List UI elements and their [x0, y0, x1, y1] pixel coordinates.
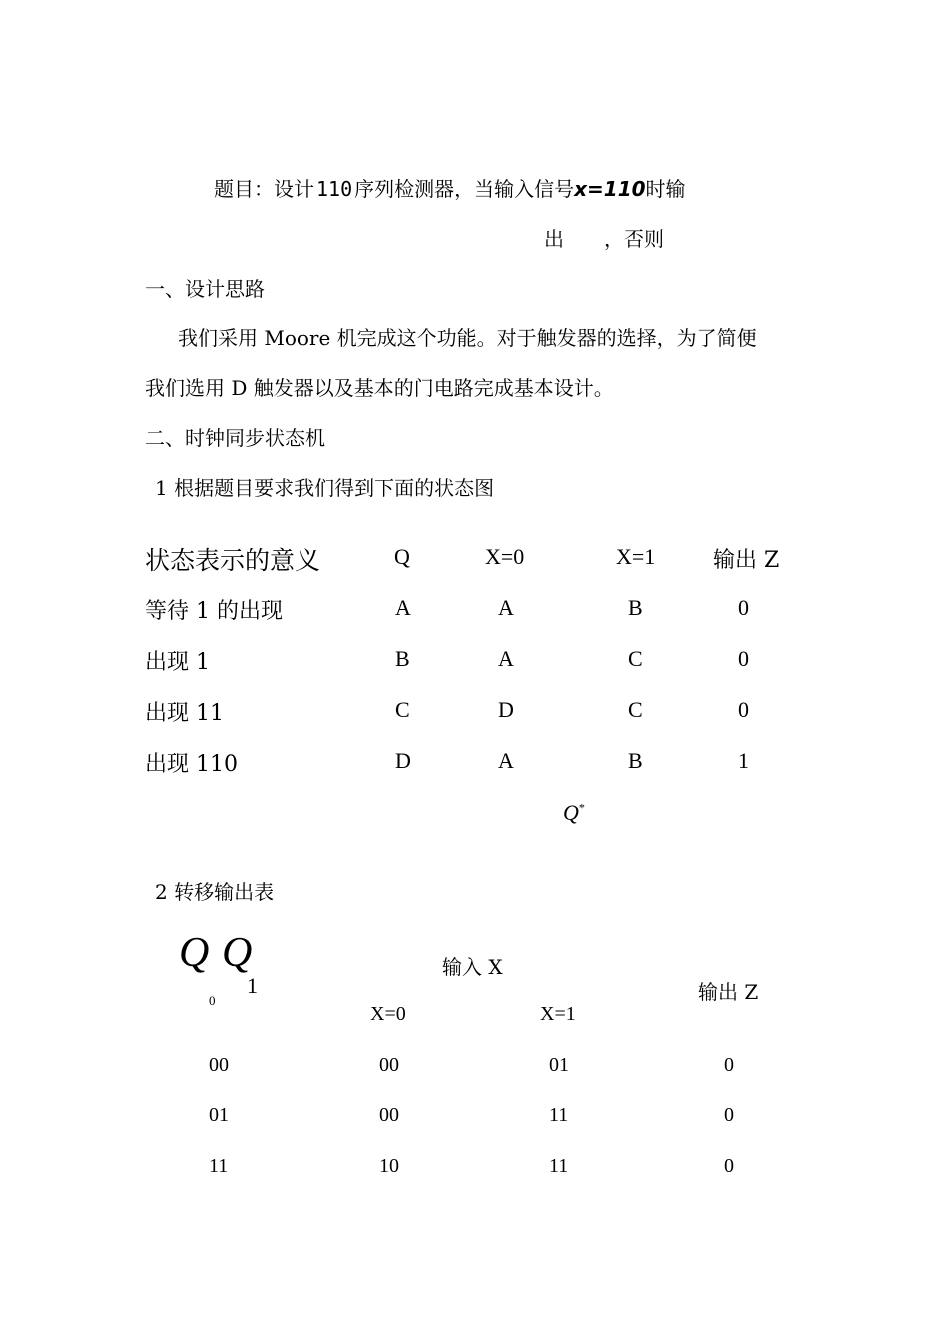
q1-subscript: 1 — [247, 973, 258, 998]
state-row-2-meaning: 出现 1 — [145, 650, 210, 675]
title-suffix: 时输 — [645, 177, 686, 201]
state-row-4-q: D — [395, 748, 411, 773]
title-prefix: 题目：设计 — [214, 177, 314, 201]
input-x-label: 输入 X — [442, 955, 503, 979]
state-row-2-q: B — [395, 646, 410, 671]
next-state-q: Q — [563, 800, 579, 825]
q0-symbol: Q — [179, 930, 210, 976]
state-row-3-z: 0 — [738, 697, 749, 722]
state-row-1-q: A — [395, 595, 411, 620]
title-middle: 序列检测器，当输入信号 — [354, 177, 575, 201]
q0-subscript: 0 — [209, 993, 216, 1008]
state-row-1-meaning: 等待 1 的出现 — [145, 599, 283, 624]
state-row-4-meaning: 出现 110 — [145, 752, 238, 777]
trans-row-1-z: 0 — [724, 1054, 734, 1076]
col-x0-label: X=0 — [370, 1003, 406, 1025]
state-row-3-x1: C — [628, 697, 643, 722]
title-condition: x=110 — [574, 177, 646, 201]
trans-row-2-z: 0 — [724, 1104, 734, 1126]
section2-sub2: 2 转移输出表 — [155, 880, 275, 904]
state-header-x1: X=1 — [616, 544, 656, 569]
trans-row-3-x0: 10 — [379, 1155, 399, 1177]
state-row-1-z: 0 — [738, 595, 749, 620]
state-row-2-x0: A — [498, 646, 514, 671]
state-row-3-meaning: 出现 11 — [145, 701, 224, 726]
section1-para2: 我们选用 D 触发器以及基本的门电路完成基本设计。 — [145, 376, 614, 400]
title-line-2a: 出 — [544, 227, 564, 251]
q1-symbol: Q — [222, 930, 253, 976]
state-header-meaning: 状态表示的意义 — [145, 546, 321, 575]
state-row-2-x1: C — [628, 646, 643, 671]
next-state-sup: * — [578, 800, 585, 815]
state-row-4-z: 1 — [738, 748, 749, 773]
state-row-2-z: 0 — [738, 646, 749, 671]
section1-heading: 一、设计思路 — [145, 277, 265, 301]
state-row-1-x0: A — [498, 595, 514, 620]
trans-row-3-z: 0 — [724, 1155, 734, 1177]
state-row-3-x0: D — [498, 697, 514, 722]
state-row-3-q: C — [395, 697, 410, 722]
next-state-label — [563, 800, 585, 826]
trans-row-3-x1: 11 — [549, 1155, 569, 1177]
trans-row-1-x1: 01 — [549, 1054, 569, 1076]
state-header-z: 输出 Z — [713, 548, 780, 573]
trans-row-2-x0: 00 — [379, 1104, 399, 1126]
title-line-2b: ，否则 — [604, 227, 664, 251]
title-num: 110 — [316, 177, 353, 201]
state-header-x0: X=0 — [485, 544, 525, 569]
section2-heading: 二、时钟同步状态机 — [145, 426, 325, 450]
col-x1-label: X=1 — [540, 1003, 576, 1025]
state-row-1-x1: B — [628, 595, 643, 620]
trans-row-1-x0: 00 — [379, 1054, 399, 1076]
output-z-label: 输出 Z — [698, 980, 759, 1004]
section2-sub1: 1 根据题目要求我们得到下面的状态图 — [155, 476, 495, 500]
state-row-4-x1: B — [628, 748, 643, 773]
trans-row-3-q: 11 — [209, 1155, 229, 1177]
trans-row-1-q: 00 — [209, 1054, 229, 1076]
state-row-4-x0: A — [498, 748, 514, 773]
section1-para1: 我们采用 Moore 机完成这个功能。对于触发器的选择，为了简便 — [178, 326, 757, 350]
trans-row-2-x1: 11 — [549, 1104, 569, 1126]
trans-row-2-q: 01 — [209, 1104, 229, 1126]
title-line-1 — [214, 173, 686, 202]
state-header-q: Q — [394, 544, 410, 569]
